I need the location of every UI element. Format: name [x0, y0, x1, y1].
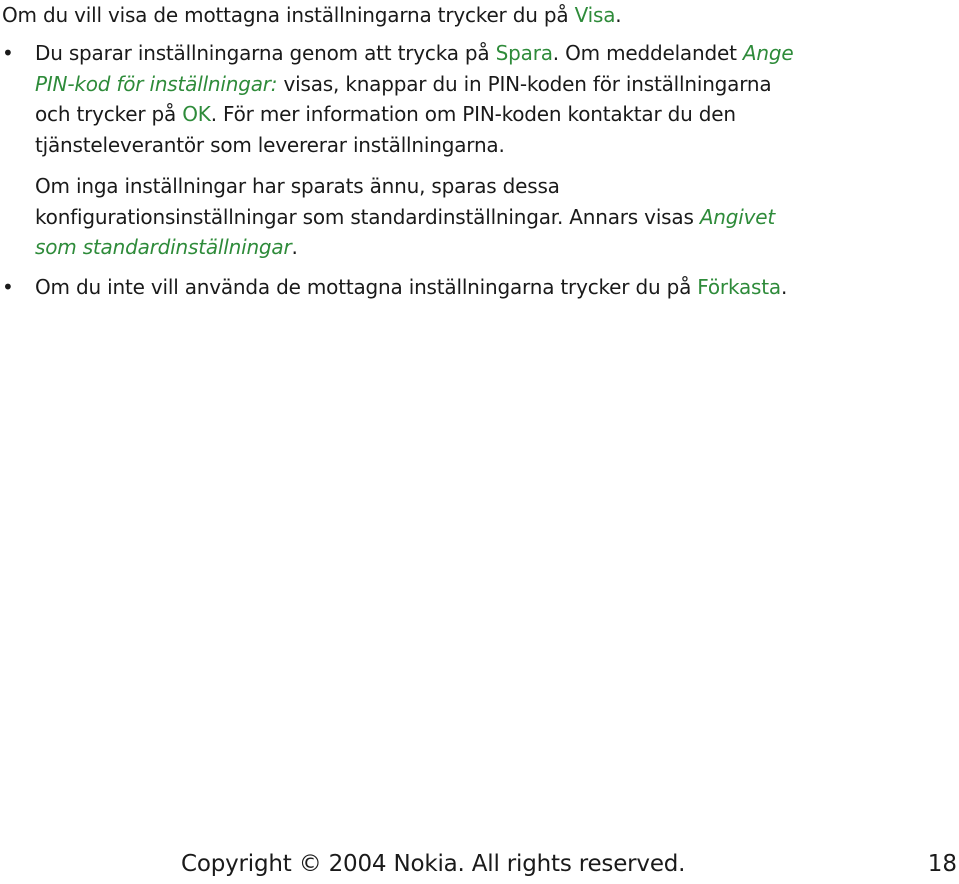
default-end: .	[291, 235, 298, 259]
reject-text-1: Om du inte vill använda de mottagna inställningarna trycker du på	[35, 275, 698, 299]
intro-end: .	[615, 3, 622, 27]
bullet-item-reject	[0, 272, 950, 304]
save-text-3: visas, knappar du in PIN-koden för inställningarna och trycker på	[35, 71, 772, 126]
save-text-4: . För mer information om PIN-koden kontaktar du den tjänsteleverantör som levererar inställningarna.	[35, 102, 736, 157]
copyright-footer: Copyright © 2004 Nokia. All rights reserved.	[181, 851, 686, 877]
default-text-1: Om inga inställningar har sparats ännu, sparas dessa konfigurationsinställningar som standardinställningar. Annars visas	[35, 174, 700, 229]
bullet-icon: •	[2, 275, 14, 299]
pin-prompt-text: Ange PIN-kod för inställningar:	[35, 41, 794, 96]
save-text-1: Du sparar inställningarna genom att trycka på	[35, 41, 496, 65]
ok-command: OK	[182, 102, 211, 126]
save-text-2: . Om meddelandet	[552, 41, 743, 65]
visa-command: Visa	[574, 3, 616, 27]
intro-paragraph	[2, 0, 932, 31]
forkasta-command: Förkasta	[697, 275, 781, 299]
reject-end: .	[780, 275, 788, 299]
spara-command: Spara	[495, 41, 553, 65]
bullet-item-save	[0, 38, 950, 163]
bullet-save-text	[35, 38, 805, 160]
intro-text: Om du vill visa de mottagna inställningarna trycker du på	[2, 3, 575, 27]
page-number: 18	[927, 851, 957, 877]
angivet-text: Angivet som standardinställningar	[35, 204, 776, 259]
bullet-reject-text	[35, 272, 935, 303]
bullet-icon: •	[2, 41, 14, 65]
default-settings-paragraph	[35, 171, 815, 263]
